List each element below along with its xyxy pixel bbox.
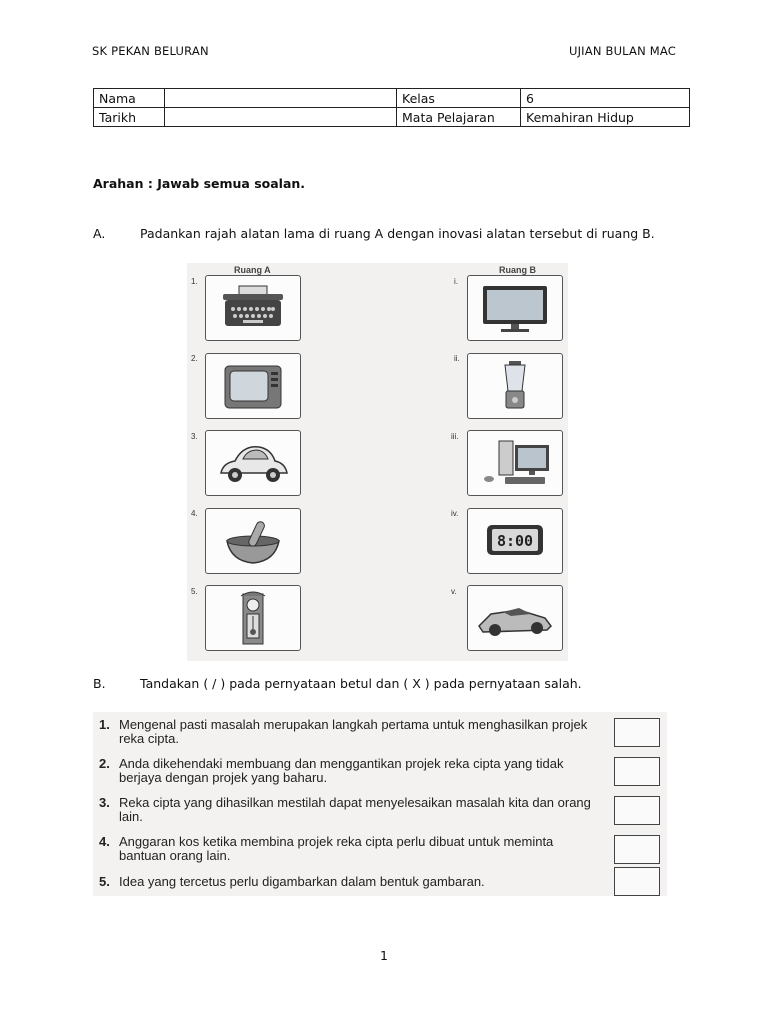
page-number: 1 [380,948,388,963]
item-a-3[interactable] [205,430,301,496]
item-a-number: 5. [191,587,198,596]
answer-box-1[interactable] [614,718,660,747]
item-b-number: ii. [454,354,460,363]
matching-worksheet [187,263,568,661]
old-television-icon [213,358,293,414]
true-false-table [93,712,667,896]
subject-label: Mata Pelajaran [397,108,521,127]
info-row-2 [94,108,690,127]
nama-field[interactable] [165,89,397,108]
item-b-number: i. [454,277,458,286]
item-b-number: iv. [451,509,459,518]
vintage-car-icon [213,435,293,491]
statement-text: Mengenal pasti masalah merupakan langkah pertama untuk menghasilkan projek reka cipta. [119,717,588,746]
statement-text: Anggaran kos ketika membina projek reka cipta perlu dibuat untuk meminta bantuan orang lain. [119,834,554,863]
statement-number: 5. [99,874,110,889]
info-row-1 [94,89,690,108]
item-a-1[interactable] [205,275,301,341]
section-b-number: B. [93,676,106,691]
item-a-5[interactable] [205,585,301,651]
item-a-number: 4. [191,509,198,518]
statement-number: 2. [99,756,110,771]
typewriter-icon [213,280,293,336]
instruction: Arahan : Jawab semua soalan. [93,176,306,191]
ruang-b-title: Ruang B [499,265,536,275]
clock-display: 8:00 [496,532,534,550]
statement-text: Reka cipta yang dihasilkan mestilah dapat menyelesaikan masalah kita dan orang lain. [119,795,591,824]
exam-title: UJIAN BULAN MAC [568,44,676,58]
item-a-2[interactable] [205,353,301,419]
answer-box-2[interactable] [614,757,660,786]
item-a-4[interactable] [205,508,301,574]
subject-value: Kemahiran Hidup [521,108,690,127]
ruang-a-title: Ruang A [234,265,271,275]
flat-tv-icon [475,280,555,336]
statement [99,718,604,746]
statement [99,835,604,863]
tarikh-label: Tarikh [94,108,165,127]
tarikh-field[interactable] [165,108,397,127]
item-b-number: v. [451,587,457,596]
item-b-4[interactable] [467,508,563,574]
mortar-pestle-icon [213,513,293,569]
item-a-number: 2. [191,354,198,363]
computer-icon [475,435,555,491]
nama-label: Nama [94,89,165,108]
school-name: SK PEKAN BELURAN [92,44,209,58]
answer-box-3[interactable] [614,796,660,825]
sports-car-icon [475,590,555,646]
section-a-question [93,218,693,249]
student-info-table [93,88,690,127]
item-a-number: 3. [191,432,198,441]
blender-icon [475,358,555,414]
statement-number: 1. [99,717,110,732]
answer-box-4[interactable] [614,835,660,864]
statement-number: 4. [99,834,110,849]
statement-number: 3. [99,795,110,810]
statement [99,796,604,824]
item-b-5[interactable] [467,585,563,651]
statement-text: Anda dikehendaki membuang dan menggantikan projek reka cipta yang tidak berjaya dengan projek yang baharu. [119,756,564,785]
item-b-2[interactable] [467,353,563,419]
answer-box-5[interactable] [614,867,660,896]
item-a-number: 1. [191,277,198,286]
item-b-3[interactable] [467,430,563,496]
grandfather-clock-icon [213,590,293,646]
digital-clock-icon [475,513,555,569]
section-a-number: A. [93,226,106,241]
kelas-label: Kelas [397,89,521,108]
item-b-1[interactable] [467,275,563,341]
kelas-value: 6 [521,89,690,108]
statement [99,757,604,785]
item-b-number: iii. [451,432,459,441]
section-b-question [93,676,582,691]
statement [99,875,604,889]
statement-text: Idea yang tercetus perlu digambarkan dalam bentuk gambaran. [119,874,485,889]
section-a-text: Padankan rajah alatan lama di ruang A dengan inovasi alatan tersebut di ruang B. [140,226,655,241]
section-b-text: Tandakan ( / ) pada pernyataan betul dan ( X ) pada pernyataan salah. [140,676,582,691]
